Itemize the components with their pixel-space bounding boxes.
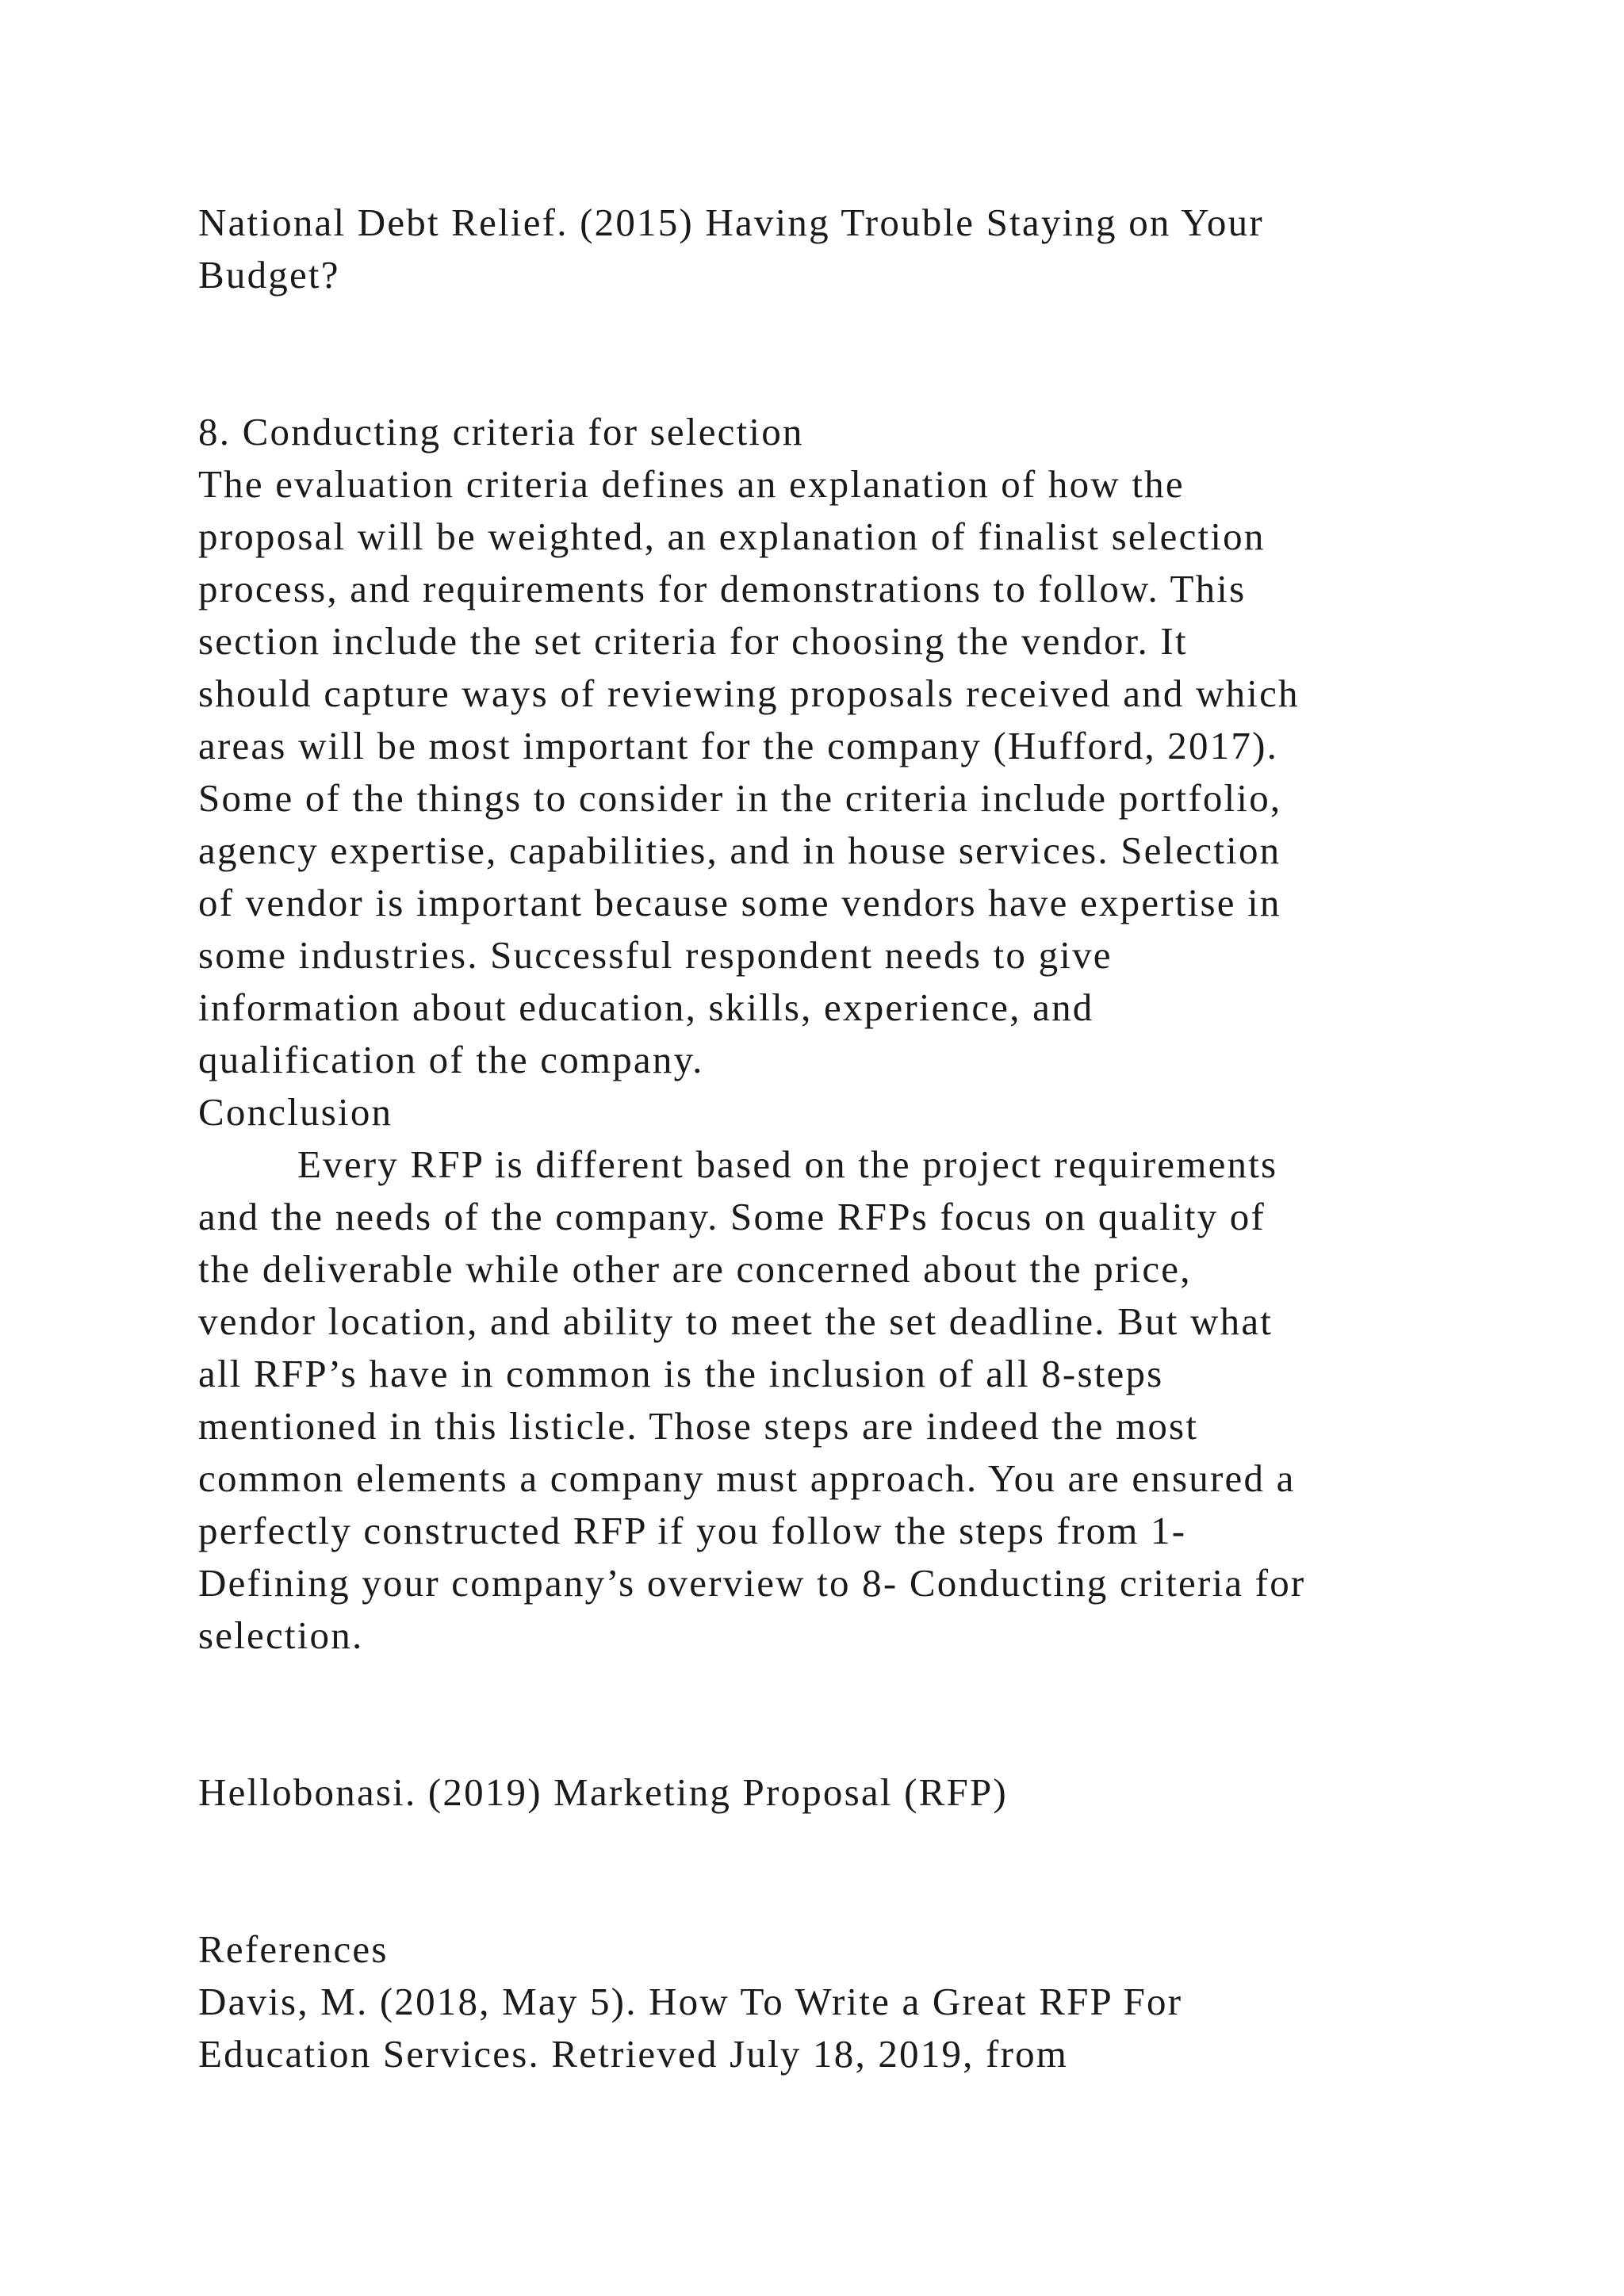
section8-paragraph-line: Some of the things to consider in the criteria include portfolio, (198, 776, 1282, 820)
section8-paragraph-line: areas will be most important for the company (Hufford, 2017). (198, 724, 1279, 767)
section8-paragraph-line: should capture ways of reviewing proposals received and which (198, 672, 1300, 715)
conclusion-paragraph-line: perfectly constructed RFP if you follow the steps from 1- (198, 1509, 1187, 1552)
reference-entry-line: Education Services. Retrieved July 18, 2019, from (198, 2032, 1069, 2076)
section8-paragraph-line: The evaluation criteria defines an explanation of how the (198, 462, 1185, 506)
conclusion-paragraph-line: vendor location, and ability to meet the set deadline. But what (198, 1299, 1274, 1343)
citation-national-debt-relief-line-2: Budget? (198, 253, 340, 297)
section8-paragraph-line: process, and requirements for demonstrations to follow. This (198, 567, 1247, 610)
conclusion-paragraph-line: and the needs of the company. Some RFPs focus on quality of (198, 1195, 1266, 1238)
citation-national-debt-relief-line-1: National Debt Relief. (2015) Having Trouble Staying on Your (198, 201, 1264, 244)
conclusion-paragraph-line: Defining your company’s overview to 8- Conducting criteria for (198, 1561, 1306, 1605)
section8-paragraph-line: information about education, skills, experience, and (198, 985, 1094, 1029)
section8-paragraph-line: section include the set criteria for choosing the vendor. It (198, 619, 1188, 663)
conclusion-paragraph-line: all RFP’s have in common is the inclusion of all 8-steps (198, 1352, 1164, 1395)
section8-paragraph-line: agency expertise, capabilities, and in house services. Selection (198, 828, 1281, 872)
section8-paragraph-line: of vendor is important because some vendors have expertise in (198, 881, 1281, 924)
conclusion-paragraph-line: common elements a company must approach. You are ensured a (198, 1456, 1296, 1500)
conclusion-heading: Conclusion (198, 1090, 393, 1134)
conclusion-paragraph-line: selection. (198, 1613, 364, 1657)
section8-paragraph-line: some industries. Successful respondent needs to give (198, 933, 1113, 977)
reference-entry-line: Davis, M. (2018, May 5). How To Write a Great RFP For (198, 1980, 1183, 2023)
citation-hellobonasi: Hellobonasi. (2019) Marketing Proposal (RFP) (198, 1770, 1008, 1814)
section8-paragraph-line: qualification of the company. (198, 1038, 704, 1081)
section-heading-conducting-criteria: 8. Conducting criteria for selection (198, 410, 804, 453)
conclusion-paragraph-line: Every RFP is different based on the project requirements (297, 1142, 1278, 1186)
conclusion-paragraph-line: mentioned in this listicle. Those steps are indeed the most (198, 1404, 1199, 1448)
section8-paragraph-line: proposal will be weighted, an explanation of finalist selection (198, 515, 1266, 558)
conclusion-paragraph-line: the deliverable while other are concerned about the price, (198, 1247, 1192, 1291)
references-heading: References (198, 1927, 389, 1971)
